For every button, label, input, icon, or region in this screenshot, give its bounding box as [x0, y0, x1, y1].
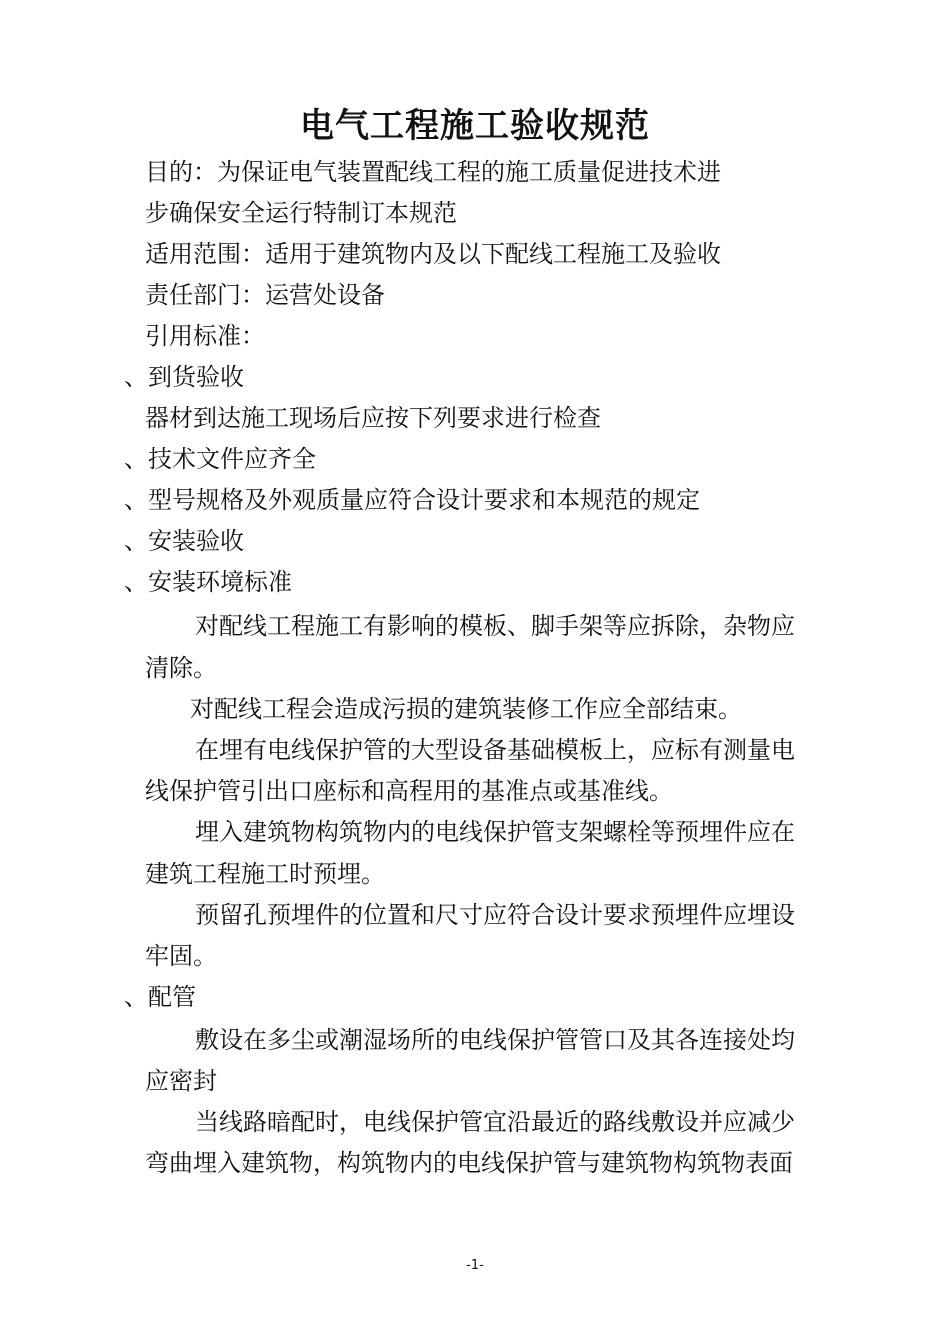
text-line-scope: 适用范围：适用于建筑物内及以下配线工程施工及验收 [145, 240, 721, 268]
paragraph-embedded-cont: 建筑工程施工时预埋。 [145, 860, 385, 888]
paragraph-foundation: 在埋有电线保护管的大型设备基础模板上，应标有测量电 [195, 736, 795, 764]
paragraph-decoration: 对配线工程会造成污损的建筑装修工作应全部结束。 [190, 695, 742, 723]
text-line-purpose-cont: 步确保安全运行特制订本规范 [145, 199, 457, 227]
paragraph-dusty-areas: 敷设在多尘或潮湿场所的电线保护管管口及其各连接处均 [195, 1026, 795, 1054]
document-title: 电气工程施工验收规范 [300, 106, 650, 146]
paragraph-foundation-cont: 线保护管引出口座标和高程用的基准点或基准线。 [145, 777, 673, 805]
paragraph-reserved-holes-cont: 牢固。 [145, 942, 217, 970]
text-line-department: 责任部门：运营处设备 [145, 281, 385, 309]
paragraph-reserved-holes: 预留孔预埋件的位置和尺寸应符合设计要求预埋件应埋设 [195, 901, 795, 929]
paragraph-embedded: 埋入建筑物构筑物内的电线保护管支架螺栓等预埋件应在 [195, 818, 795, 846]
section-heading-installation: 、安装验收 [124, 527, 244, 555]
text-line-references: 引用标准： [145, 322, 265, 350]
paragraph-dusty-areas-cont: 应密封 [145, 1067, 217, 1095]
page-number: -1- [466, 1258, 484, 1273]
paragraph-concealed-wiring-cont: 弯曲埋入建筑物，构筑物内的电线保护管与建筑物构筑物表面 [145, 1149, 793, 1177]
section-heading-piping: 、配管 [124, 983, 196, 1011]
text-line-inspection: 器材到达施工现场后应按下列要求进行检查 [145, 404, 601, 432]
paragraph-concealed-wiring: 当线路暗配时，电线保护管宜沿最近的路线敷设并应减少 [195, 1108, 795, 1136]
list-item-technical-documents: 、技术文件应齐全 [124, 445, 316, 473]
text-line-purpose: 目的：为保证电气装置配线工程的施工质量促进技术进 [145, 158, 721, 186]
paragraph-formwork-cont: 清除。 [145, 654, 217, 682]
paragraph-formwork: 对配线工程施工有影响的模板、脚手架等应拆除，杂物应 [195, 612, 795, 640]
section-heading-arrival: 、到货验收 [124, 363, 244, 391]
list-item-model-spec: 、型号规格及外观质量应符合设计要求和本规范的规定 [124, 486, 700, 514]
section-heading-environment: 、安装环境标准 [124, 568, 292, 596]
